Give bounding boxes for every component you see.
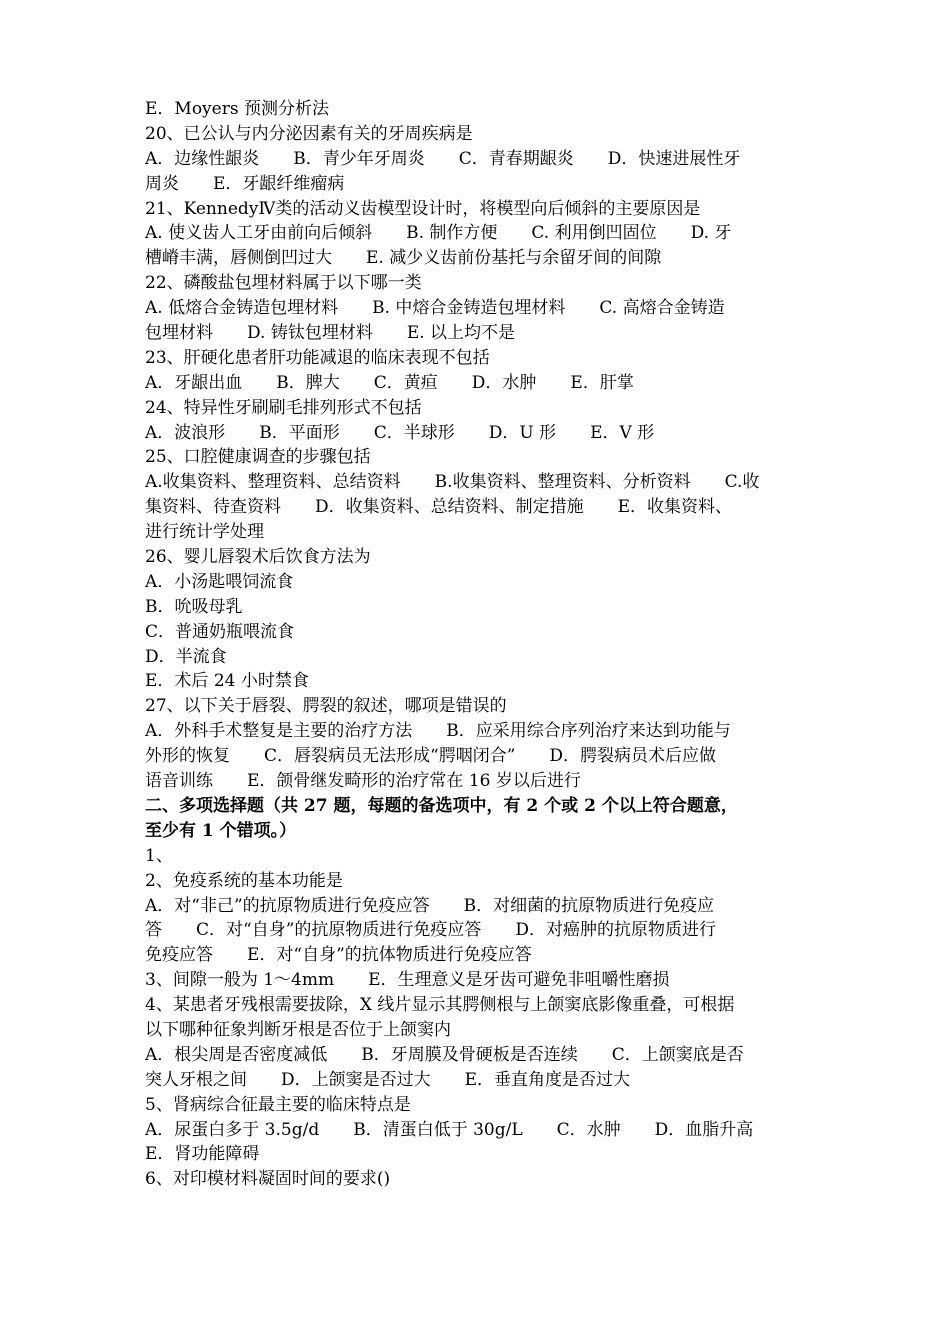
text-line: B．吮吸母乳 — [145, 596, 243, 617]
text-line: 以下哪种征象判断牙根是否位于上颌窦内 — [145, 1019, 451, 1040]
text-line: A．波浪形 B．平面形 C．半球形 D．U 形 E．V 形 — [145, 422, 655, 443]
text-line: A．尿蛋白多于 3.5g/d B．清蛋白低于 30g/L C．水肿 D．血脂升高 — [145, 1119, 754, 1140]
text-line: E．术后 24 小时禁食 — [145, 671, 309, 692]
text-line: 语音训练 E．颌骨继发畸形的治疗常在 16 岁以后进行 — [145, 771, 581, 792]
text-line: 2、免疫系统的基本功能是 — [145, 870, 343, 891]
text-line: 26、婴儿唇裂术后饮食方法为 — [145, 547, 371, 568]
text-line: 21、KennedyⅣ类的活动义齿模型设计时，将模型向后倾斜的主要原因是 — [145, 198, 701, 219]
document-page — [145, 97, 810, 1192]
text-line: 集资料、待查资料 D．收集资料、总结资料、制定措施 E．收集资料、 — [145, 497, 733, 518]
text-line: A. 使义齿人工牙由前向后倾斜 B. 制作方便 C. 利用倒凹固位 D. 牙 — [145, 223, 732, 244]
text-line: A．小汤匙喂饲流食 — [145, 571, 294, 592]
question-block-single-choice — [145, 97, 810, 794]
text-line: 25、口腔健康调查的步骤包括 — [145, 447, 371, 468]
text-line: A.收集资料、整理资料、总结资料 B.收集资料、整理资料、分析资料 C.收 — [145, 472, 760, 493]
text-line: 6、对印模材料凝固时间的要求() — [145, 1169, 391, 1190]
text-line: 外形的恢复 C．唇裂病员无法形成“腭咽闭合” D．腭裂病员术后应做 — [145, 746, 717, 767]
text-line: A．对“非己”的抗原物质进行免疫应答 B．对细菌的抗原物质进行免疫应 — [145, 895, 715, 916]
text-line: 槽嵴丰满，唇侧倒凹过大 E. 减少义齿前份基托与余留牙间的间隙 — [145, 248, 662, 269]
heading-line: 二、多项选择题（共 27 题，每题的备选项中，有 2 个或 2 个以上符合题意， — [145, 795, 738, 816]
text-line: E．肾功能障碍 — [145, 1144, 260, 1165]
text-line: 进行统计学处理 — [145, 522, 264, 543]
text-line: 22、磷酸盐包埋材料属于以下哪一类 — [145, 273, 422, 294]
text-line: 24、特异性牙刷刷毛排列形式不包括 — [145, 397, 422, 418]
text-line: 23、肝硬化患者肝功能减退的临床表现不包括 — [145, 347, 490, 368]
text-line: C．普通奶瓶喂流食 — [145, 621, 295, 642]
text-line: 突人牙根之间 D．上颌窦是否过大 E．垂直角度是否过大 — [145, 1069, 631, 1090]
text-line: 免疫应答 E．对“自身”的抗体物质进行免疫应答 — [145, 945, 532, 966]
text-line: E．Moyers 预测分析法 — [145, 99, 329, 119]
text-line: A．边缘性龈炎 B．青少年牙周炎 C．青春期龈炎 D．快速进展性牙 — [145, 148, 741, 169]
text-line: 27、以下关于唇裂、腭裂的叙述，哪项是错误的 — [145, 696, 507, 717]
text-line: 1、 — [145, 845, 173, 866]
text-line: D．半流食 — [145, 646, 227, 667]
text-line: A．牙龈出血 B．脾大 C．黄疸 D．水肿 E．肝掌 — [145, 372, 634, 393]
section-heading — [145, 794, 810, 844]
question-block-multiple-choice — [145, 844, 810, 1192]
text-line: A. 低熔合金铸造包埋材料 B. 中熔合金铸造包埋材料 C. 高熔合金铸造 — [145, 298, 725, 319]
text-line: 5、肾病综合征最主要的临床特点是 — [145, 1094, 411, 1115]
text-line: 周炎 E．牙龈纤维瘤病 — [145, 173, 345, 194]
text-line: 20、已公认与内分泌因素有关的牙周疾病是 — [145, 123, 473, 144]
text-line: 4、某患者牙残根需要拔除，X 线片显示其腭侧根与上颌窦底影像重叠，可根据 — [145, 995, 735, 1016]
text-line: A．外科手术整复是主要的治疗方法 B．应采用综合序列治疗来达到功能与 — [145, 721, 731, 742]
text-line: A．根尖周是否密度减低 B．牙周膜及骨硬板是否连续 C．上颌窦底是否 — [145, 1044, 744, 1065]
heading-line: 至少有 1 个错项。） — [145, 820, 297, 841]
text-line: 3、间隙一般为 1～4mm E．生理意义是牙齿可避免非咀嚼性磨损 — [145, 970, 670, 991]
text-line: 包埋材料 D. 铸钛包埋材料 E. 以上均不是 — [145, 323, 516, 344]
text-line: 答 C．对“自身”的抗原物质进行免疫应答 D．对癌肿的抗原物质进行 — [145, 920, 717, 941]
